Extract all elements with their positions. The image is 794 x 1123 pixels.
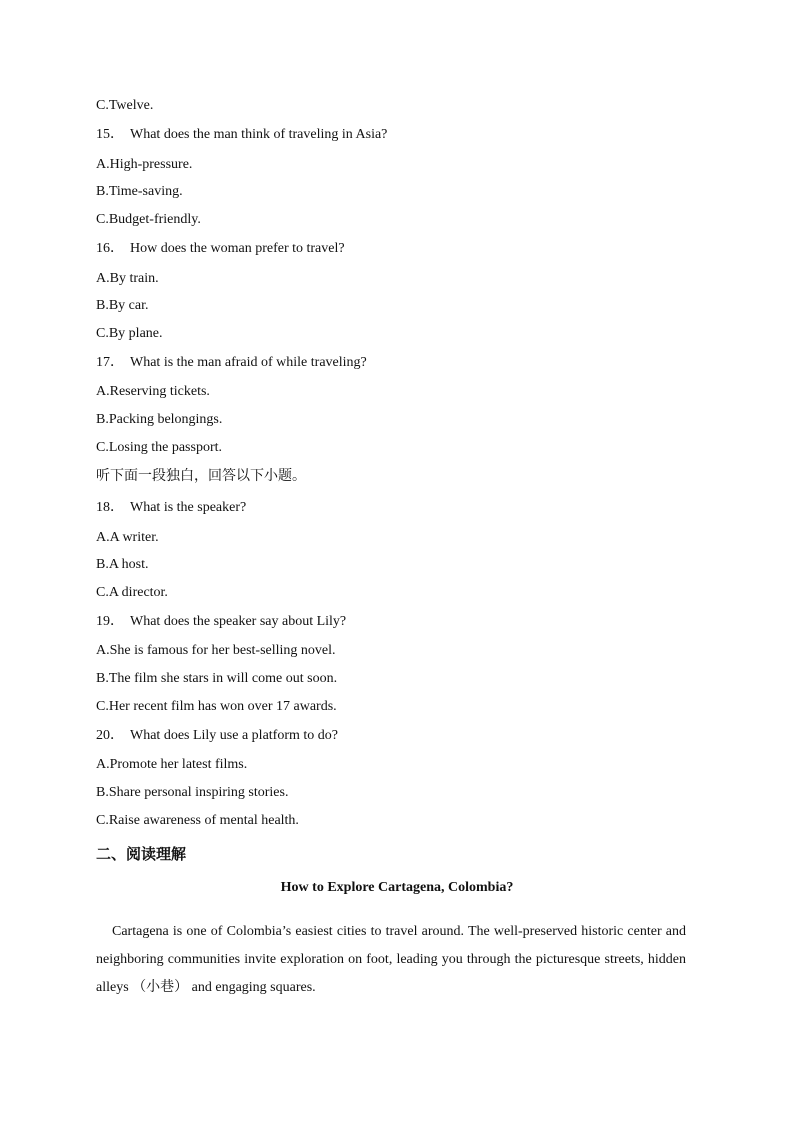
question-text: What is the man afraid of while traveling? <box>130 355 367 370</box>
question-16 <box>96 240 345 258</box>
question-number: 17． <box>96 355 124 370</box>
answer-option: C.Raise awareness of mental health. <box>96 813 299 828</box>
question-text: How does the woman prefer to travel? <box>130 241 345 256</box>
answer-option: A.A writer. <box>96 530 159 545</box>
answer-option: A.Reserving tickets. <box>96 384 210 399</box>
answer-option: C.Twelve. <box>96 98 154 113</box>
question-text: What does the speaker say about Lily? <box>130 614 347 629</box>
question-text: What does the man think of traveling in Asia? <box>130 127 388 142</box>
answer-option: B.Time-saving. <box>96 184 183 199</box>
answer-option: A.Promote her latest films. <box>96 757 248 772</box>
answer-option: A.She is famous for her best-selling novel. <box>96 643 336 658</box>
question-20 <box>96 727 338 745</box>
question-number: 19． <box>96 614 124 629</box>
section-heading: 二、阅读理解 <box>96 845 187 863</box>
question-text: What does Lily use a platform to do? <box>130 728 338 743</box>
answer-option: C.Losing the passport. <box>96 440 222 455</box>
passage-paragraph: Cartagena is one of Colombia’s easiest cities to travel around. The well-preserved historic center and neighboring communities invite exploration on foot, leading you through the picturesque streets, hidden alleys （小巷） and engaging squares. <box>96 924 686 995</box>
answer-option: A.By train. <box>96 271 159 286</box>
question-18 <box>96 499 246 517</box>
question-number: 15． <box>96 127 124 142</box>
question-19 <box>96 613 346 631</box>
answer-option: C.A director. <box>96 585 168 600</box>
passage-title: How to Explore Cartagena, Colombia? <box>280 880 514 895</box>
listening-instruction: 听下面一段独白，回答以下小题。 <box>96 468 306 484</box>
question-15 <box>96 126 387 144</box>
answer-option: C.By plane. <box>96 326 163 341</box>
answer-option: B.Packing belongings. <box>96 412 223 427</box>
question-17 <box>96 354 367 372</box>
answer-option: B.The film she stars in will come out soon. <box>96 671 338 686</box>
answer-option: C.Budget-friendly. <box>96 212 201 227</box>
question-number: 20． <box>96 728 124 743</box>
question-number: 16． <box>96 241 124 256</box>
answer-option: B.By car. <box>96 298 149 313</box>
question-text: What is the speaker? <box>130 500 247 515</box>
question-number: 18． <box>96 500 124 515</box>
answer-option: B.A host. <box>96 557 149 572</box>
answer-option: B.Share personal inspiring stories. <box>96 785 289 800</box>
answer-option: C.Her recent film has won over 17 awards. <box>96 699 337 714</box>
answer-option: A.High-pressure. <box>96 157 193 172</box>
